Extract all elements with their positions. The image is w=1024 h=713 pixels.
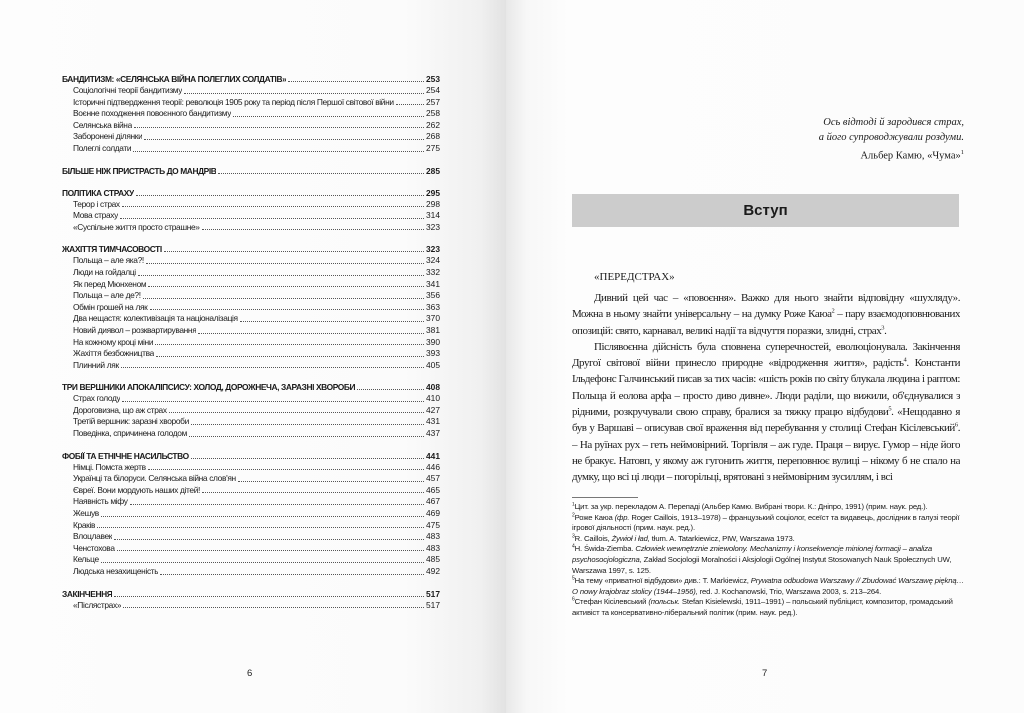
dot-leader [101, 515, 424, 517]
toc-entry-title: ЗАКІНЧЕННЯ [62, 588, 113, 599]
toc-section [62, 588, 440, 612]
toc-entry-title: Влоцлавек [73, 531, 113, 542]
toc-subentry[interactable] [62, 302, 440, 314]
toc-subentry[interactable] [62, 566, 440, 578]
toc-entry-title: Жахіття безбожництва [73, 348, 154, 359]
dot-leader [198, 332, 424, 334]
toc-entry-title: Краків [73, 519, 96, 530]
toc-entry-title: На кожному кроці міни [73, 336, 154, 347]
toc-entry-title: Жешув [73, 508, 99, 519]
toc-subentry[interactable] [62, 393, 440, 405]
dot-leader [155, 343, 424, 345]
toc-section [62, 381, 440, 439]
toc-subentry[interactable] [62, 416, 440, 428]
dot-leader [143, 297, 424, 299]
toc-entry-title: Ченстохова [73, 542, 115, 553]
toc-entry-page: 356 [426, 290, 440, 301]
toc-entry-title: Терор і страх [73, 198, 120, 209]
toc-subentry[interactable] [62, 210, 440, 222]
toc-section [62, 165, 440, 177]
toc-entry-title: Кельце [73, 554, 99, 565]
toc-entry-page: 295 [426, 187, 440, 198]
toc-subentry[interactable] [62, 290, 440, 302]
dot-leader [288, 80, 424, 82]
toc-entry-page: 410 [426, 393, 440, 404]
footnote-number: 2 [572, 512, 575, 519]
footnote-ref: 1 [960, 149, 964, 156]
dot-leader [148, 285, 424, 287]
toc-entry-page: 485 [426, 554, 440, 565]
dot-leader [114, 538, 424, 540]
toc-subentry[interactable] [62, 199, 440, 211]
toc-section [62, 450, 440, 578]
toc-section [62, 187, 440, 234]
epigraph [819, 115, 964, 164]
toc-subentry[interactable] [62, 531, 440, 543]
epigraph-author: Альбер Камю, «Чума» [860, 150, 961, 162]
footnote-number: 3 [572, 533, 575, 540]
toc-section [62, 73, 440, 155]
text-run: – пару взаємодоповнюваних опозицій: свято, карнавал, великі надії та відчуття поразки, злидні, страх [572, 308, 960, 337]
toc-entry-title: Воєнне походження повоєнного бандитизму [73, 108, 232, 119]
dot-leader [133, 150, 424, 152]
dot-leader [164, 250, 424, 252]
toc-entry-title: ПОЛІТИКА СТРАХУ [62, 187, 134, 198]
epigraph-line: а його супроводжували роздуми. [818, 132, 964, 143]
text-run: Цит. за укр. перекладом А. Перепаді (Альбер Камю. Вибрані твори. К.: Дніпро, 1991) (прим. наук. ред.). [574, 502, 928, 511]
footnote-ref: 6 [954, 421, 958, 429]
toc-entry-title: Полеглі солдати [73, 142, 132, 153]
dot-leader [120, 217, 424, 219]
toc-entry-title: Польща – але де?! [73, 290, 141, 301]
toc-entry-page: 257 [426, 96, 440, 107]
toc-chapter-entry[interactable] [62, 187, 440, 199]
toc-entry-title: Соціологічні теорії бандитизму [73, 85, 183, 95]
toc-subentry[interactable] [62, 255, 440, 267]
dot-leader [122, 205, 424, 207]
toc-subentry[interactable] [62, 520, 440, 532]
toc-entry-title: Як перед Мюнхеном [73, 278, 147, 289]
dot-leader [117, 549, 424, 551]
toc-subentry[interactable] [62, 348, 440, 360]
footnote-number: 4 [572, 543, 575, 550]
toc-entry-page: 393 [426, 348, 440, 359]
footnote [572, 597, 964, 618]
toc-entry-title: ФОБІЇ ТА ЕТНІЧНЕ НАСИЛЬСТВО [62, 450, 189, 461]
toc-entry-title: Людська незахищеність [73, 566, 159, 576]
toc-subentry[interactable] [62, 143, 440, 155]
dot-leader [202, 228, 424, 230]
body-text [572, 290, 960, 490]
right-page [506, 0, 1024, 713]
toc-subentry[interactable] [62, 473, 440, 485]
epigraph-attribution [819, 145, 964, 164]
toc-subentry[interactable] [62, 405, 440, 417]
toc-subentry[interactable] [62, 508, 440, 520]
toc-chapter-entry[interactable] [62, 243, 440, 255]
toc-entry-title: Євреї. Вони мордують наших дітей! [73, 484, 201, 495]
epigraph-line: Ось відтоді й зародився страх, [823, 117, 964, 128]
toc-entry-page: 298 [426, 198, 440, 209]
toc-subentry[interactable] [62, 85, 440, 97]
toc-entry-page: 469 [426, 508, 440, 519]
footnotes [572, 502, 964, 619]
toc-entry-page: 258 [426, 108, 440, 119]
toc-chapter-entry[interactable] [62, 165, 440, 177]
chapter-title: Вступ [743, 202, 788, 219]
toc-entry-page: 268 [426, 131, 440, 142]
dot-leader [122, 400, 424, 402]
text-run: tłum. A. Tatarkiewicz, PIW, Warszawa 1973. [649, 533, 795, 543]
toc-entry-page: 446 [426, 461, 440, 472]
text-run: На тему «приватної відбудови» див.: T. Markiewicz, [574, 576, 751, 586]
text-run: . «Нещодавно я був у Варшаві – описував свої враження від перебування у столиці Стефан Кісілевський [572, 406, 960, 435]
toc-entry-page: 324 [426, 255, 440, 266]
toc-entry-page: 363 [426, 301, 440, 312]
dot-leader [130, 503, 424, 505]
dot-leader [357, 388, 424, 390]
toc-subentry[interactable] [62, 428, 440, 440]
footnote [572, 513, 964, 534]
table-of-contents [62, 73, 440, 621]
toc-entry-page: 483 [426, 531, 440, 542]
toc-chapter-entry[interactable] [62, 381, 440, 393]
toc-entry-page: 465 [426, 484, 440, 495]
toc-subentry[interactable] [62, 462, 440, 474]
toc-entry-page: 437 [426, 428, 440, 439]
dot-leader [240, 320, 424, 322]
dot-leader [148, 468, 424, 470]
toc-entry-page: 483 [426, 542, 440, 553]
toc-entry-page: 405 [426, 359, 440, 370]
dot-leader [238, 480, 424, 482]
dot-leader [150, 308, 425, 310]
text-run: R. Caillois, [574, 533, 612, 543]
toc-entry-title: «Післястрах» [73, 599, 122, 610]
toc-subentry[interactable] [62, 485, 440, 497]
toc-entry-title: Поведінка, спричинена голодом [73, 428, 187, 439]
dot-leader [97, 526, 424, 528]
toc-entry-page: 517 [426, 588, 440, 599]
italic-run: (польськ. [648, 597, 680, 607]
toc-entry-page: 314 [426, 210, 440, 221]
toc-subentry[interactable] [62, 600, 440, 612]
italic-run: Człowiek wewnętrznie zniewolony. Mechanizmy i konsekwencje minionej formacji – analiza psychosocjologiczna, [572, 544, 933, 564]
text-run: . Константи Ільдефонс Галчинський писав за тих часів: «шість років по світу блукала людина і раптом: Польща й еолова арфа – просто диво дивне». Люди раділи, що вижили, об'єднувалися з рідними, розкручували свою справу, бралися за тяжку працю відбудови [572, 357, 960, 419]
chapter-heading-bar [572, 194, 959, 227]
dot-leader [138, 274, 424, 276]
dot-leader [144, 138, 424, 140]
footnote [572, 534, 964, 545]
toc-entry-title: Люди на гойдалці [73, 266, 136, 277]
toc-entry-page: 275 [426, 142, 440, 153]
toc-chapter-entry[interactable] [62, 73, 440, 85]
toc-entry-title: Польща – але яка?! [73, 255, 144, 266]
toc-entry-page: 431 [426, 416, 440, 427]
toc-entry-title: Страх голоду [73, 393, 121, 404]
toc-entry-title: Українці та білоруси. Селянська війна слов'ян [73, 473, 236, 484]
italic-run: Prywatna odbudowa Warszawy // Zbudować Warszawę piękną… O nowy krajobraz stolicy (1944–1956), [572, 576, 964, 596]
toc-entry-title: Обмін грошей на ляк [73, 301, 148, 312]
dot-leader [156, 355, 424, 357]
text-run: Дивний цей час – «повоєння». Важко для нього знайти відповідну «шухляду». Можна в ньому знайти універсальну – на думку Роже Каюа [572, 292, 960, 321]
toc-entry-title: «Суспільне життя просто страшне» [73, 221, 200, 232]
toc-entry-title: Наявність міфу [73, 496, 128, 507]
text-run: Zakład Socjologii Moralności i Aksjologii Ogólnej Instytut Stosowanych Nauk Społecznych UW, Warszawa 1997, s. 125. [572, 554, 952, 575]
toc-subentry[interactable] [62, 97, 440, 109]
toc-subentry[interactable] [62, 222, 440, 234]
dot-leader [123, 606, 424, 608]
toc-entry-page: 408 [426, 382, 440, 393]
dot-leader [396, 103, 424, 105]
toc-subentry[interactable] [62, 554, 440, 566]
toc-subentry[interactable] [62, 360, 440, 372]
toc-entry-title: Німці. Помста жертв [73, 461, 146, 472]
section-title: «ПЕРЕДСТРАХ» [594, 271, 675, 283]
dot-leader [136, 194, 424, 196]
dot-leader [146, 262, 424, 264]
footnote-number: 5 [572, 575, 575, 582]
toc-entry-title: ТРИ ВЕРШНИКИ АПОКАЛІПСИСУ: ХОЛОД, ДОРОЖНЕЧА, ЗАРАЗНІ ХВОРОБИ [62, 382, 356, 393]
text-run: Roger Caillois, 1913–1978) – французький соціолог, есеїст та видавець, дослідник в галузі теорії ігрової діяльності (прим. наук. ред.). [572, 512, 960, 533]
toc-entry-page: 262 [426, 119, 440, 130]
dot-leader [114, 595, 424, 597]
toc-entry-page: 427 [426, 404, 440, 415]
text-run: Післявоєнна дійсність була сповнена суперечностей, еволюціонувала. Закінчення Другої світової війни принесло природне «відродження життя», радість [572, 340, 960, 370]
toc-entry-page: 253 [426, 74, 440, 84]
toc-entry-title: БАНДИТИЗМ: «СЕЛЯНСЬКА ВІЙНА ПОЛЕГЛИХ СОЛДАТІВ» [62, 74, 287, 84]
toc-subentry[interactable] [62, 325, 440, 337]
toc-entry-title: Плинний ляк [73, 359, 119, 370]
toc-subentry[interactable] [62, 279, 440, 291]
text-run: . – На руїнах рух – геть неймовірний. Торгівля – аж гуде. Праця – вирує. Гумор – ніде його не бракує. Натовп, у якому аж гугонить життя, переповнює вулиці – нікому б не спало на думку, що всі ці люди – погорільці, врятовані з неймовірним зусиллям, і всі [572, 422, 960, 484]
dot-leader [121, 366, 424, 368]
footnote-number: 1 [572, 502, 575, 508]
toc-entry-title: Третій вершник: заразні хвороби [73, 416, 189, 427]
dot-leader [189, 435, 424, 437]
dot-leader [134, 126, 424, 128]
italic-run: Żywioł i ład, [611, 533, 650, 543]
dot-leader [160, 573, 424, 575]
toc-subentry[interactable] [62, 496, 440, 508]
toc-entry-page: 390 [426, 336, 440, 347]
toc-entry-page: 323 [426, 221, 440, 232]
toc-entry-title: Історичні підтвердження теорії: революція 1905 року та період після Першої світової війни [73, 96, 394, 107]
text-run: Роже Каюа [574, 512, 615, 522]
text-run: red. J. Kochanowski, Trio, Warszawa 2003, s. 213–264. [697, 586, 882, 596]
page-number-right: 7 [762, 668, 768, 679]
dot-leader [191, 457, 424, 459]
toc-entry-title: Мова страху [73, 210, 118, 221]
toc-entry-title: Два нещастя: колективізація та націоналізація [73, 313, 238, 324]
dot-leader [202, 491, 424, 493]
toc-entry-title: Заборонені ділянки [73, 131, 143, 142]
toc-subentry[interactable] [62, 267, 440, 279]
footnote [572, 576, 964, 597]
toc-entry-title: Новий диявол – розквартирування [73, 324, 197, 335]
toc-chapter-entry[interactable] [62, 588, 440, 600]
toc-entry-page: 517 [426, 599, 440, 610]
dot-leader [169, 411, 424, 413]
toc-entry-page: 441 [426, 450, 440, 461]
toc-entry-title: ЖАХІТТЯ ТИМЧАСОВОСТІ [62, 244, 162, 255]
toc-entry-title: Дороговизна, що аж страх [73, 404, 167, 415]
toc-chapter-entry[interactable] [62, 450, 440, 462]
toc-entry-title: Селянська війна [73, 119, 132, 130]
toc-section [62, 243, 440, 371]
toc-entry-page: 467 [426, 496, 440, 507]
italic-run: (фр. [614, 512, 630, 522]
toc-entry-page: 323 [426, 244, 440, 255]
dot-leader [233, 115, 424, 117]
text-run: . [884, 324, 887, 337]
toc-entry-page: 457 [426, 473, 440, 484]
paragraph [572, 290, 960, 339]
toc-entry-page: 285 [426, 165, 440, 176]
footnote-number: 6 [572, 596, 575, 603]
toc-subentry[interactable] [62, 108, 440, 120]
dot-leader [184, 92, 424, 94]
text-run: H. Świda-Ziemba. [574, 544, 636, 554]
toc-subentry[interactable] [62, 337, 440, 349]
toc-entry-page: 492 [426, 566, 440, 576]
toc-subentry[interactable] [62, 131, 440, 143]
toc-entry-page: 475 [426, 519, 440, 530]
dot-leader [191, 423, 424, 425]
toc-entry-page: 341 [426, 278, 440, 289]
text-run: Стефан Кісілевський [574, 597, 649, 607]
text-run: Stefan Kisielewski, 1911–1991) – польський публіцист, композитор, громадський активіст та консервативно-ліберальний політик (прим. наук. ред.). [572, 597, 953, 617]
page-number-left: 6 [247, 668, 253, 679]
dot-leader [218, 172, 424, 174]
footnote-divider [572, 497, 638, 498]
toc-entry-page: 254 [426, 85, 440, 95]
footnote-ref: 5 [888, 405, 892, 413]
left-page [0, 0, 506, 713]
footnote-ref: 2 [831, 307, 835, 315]
footnote [572, 502, 964, 513]
toc-subentry[interactable] [62, 120, 440, 132]
footnote-ref: 3 [881, 323, 885, 331]
footnote-ref: 4 [903, 356, 907, 364]
toc-subentry[interactable] [62, 543, 440, 555]
toc-entry-title: БІЛЬШЕ НІЖ ПРИСТРАСТЬ ДО МАНДРІВ [62, 165, 217, 176]
toc-subentry[interactable] [62, 313, 440, 325]
toc-entry-page: 370 [426, 313, 440, 324]
footnote [572, 544, 964, 576]
toc-entry-page: 332 [426, 266, 440, 277]
toc-entry-page: 381 [426, 324, 440, 335]
paragraph [572, 339, 960, 486]
dot-leader [101, 561, 424, 563]
